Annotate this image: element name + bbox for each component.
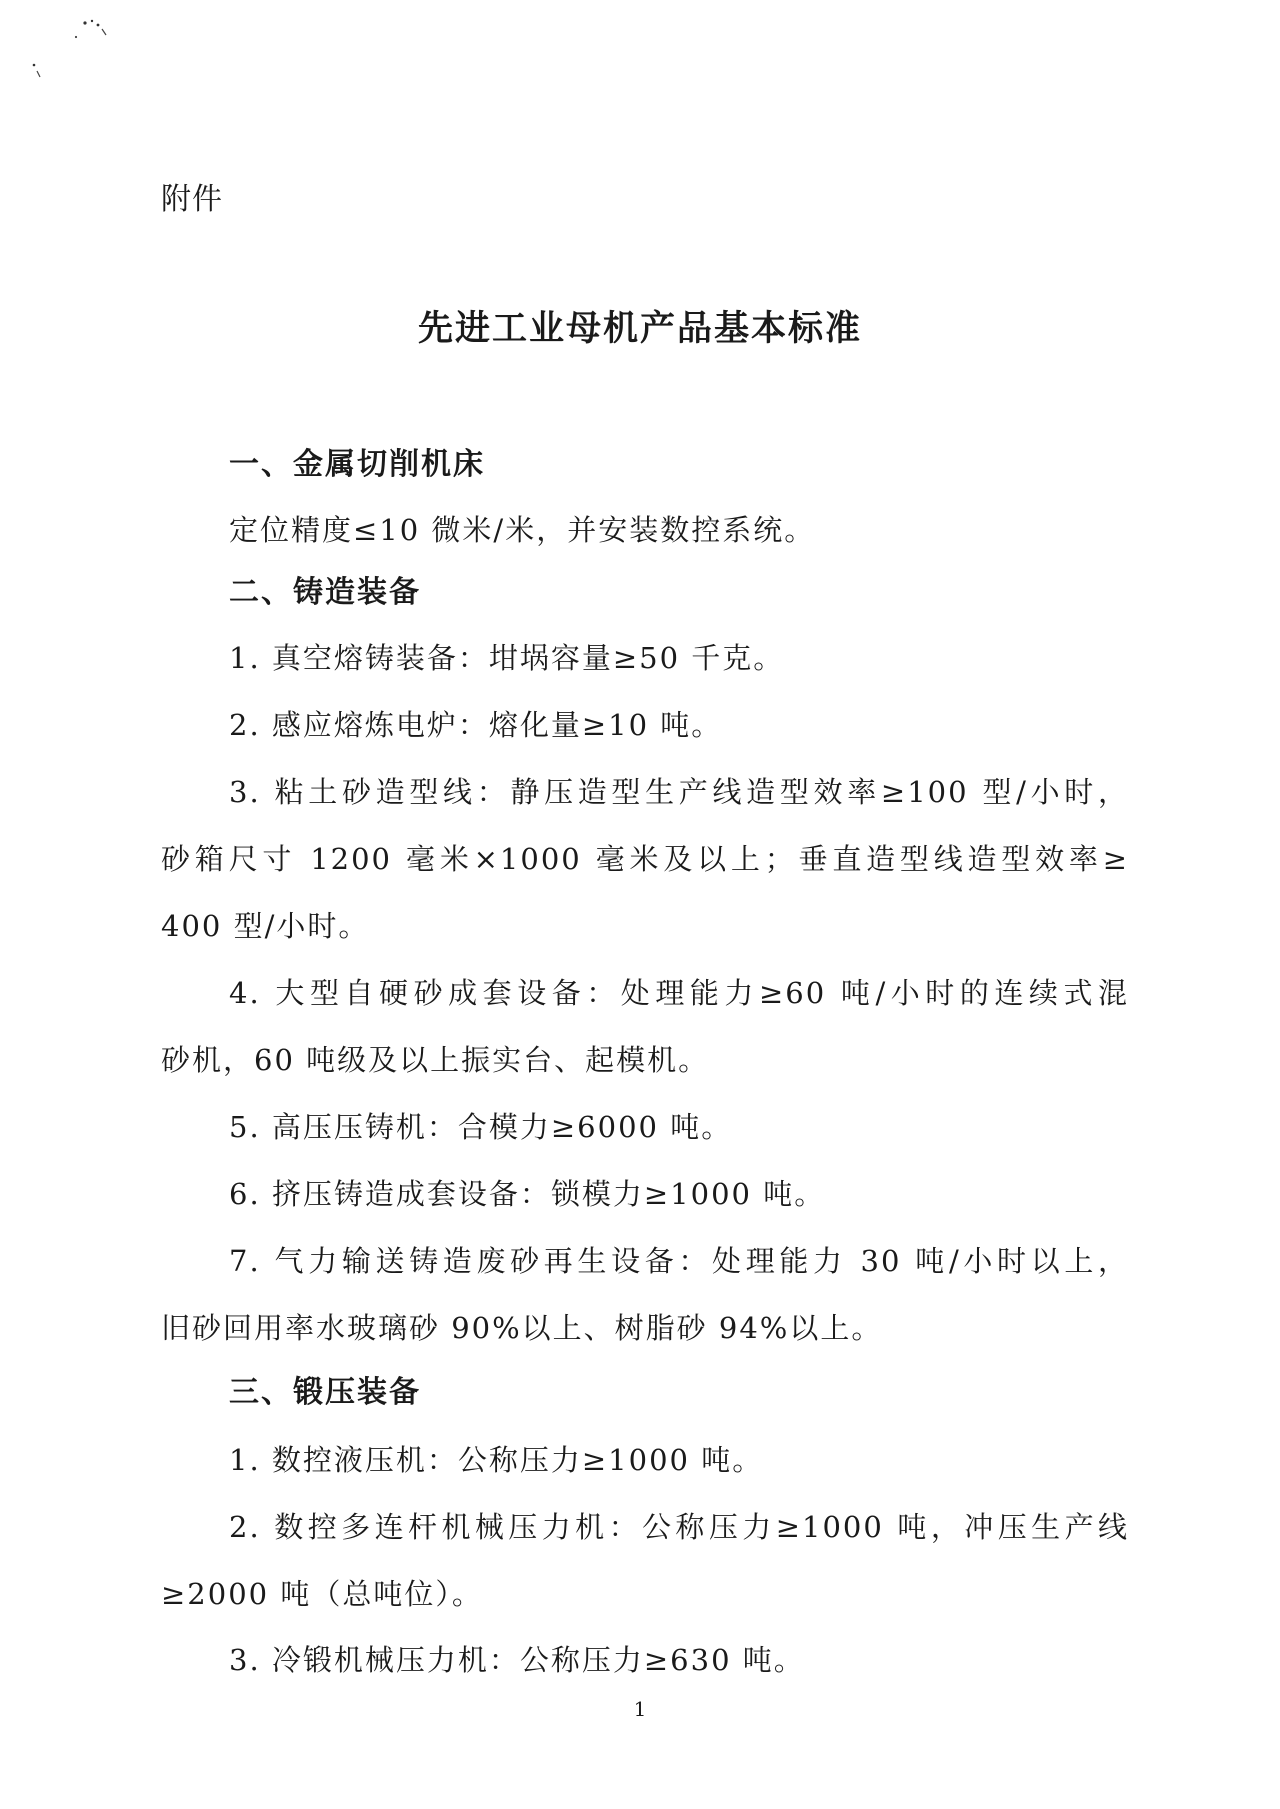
list-item-continuation: 400 型/小时。 bbox=[161, 909, 370, 943]
list-item-continuation: 砂机，60 吨级及以上振实台、起模机。 bbox=[161, 1043, 710, 1077]
list-item: 2. 数控多连杆机械压力机：公称压力≥1000 吨，冲压生产线 bbox=[229, 1510, 1129, 1544]
page-number: 1 bbox=[633, 1697, 647, 1721]
list-item: 2. 感应熔炼电炉：熔化量≥10 吨。 bbox=[229, 708, 723, 742]
section-heading-casting: 二、铸造装备 bbox=[229, 575, 421, 610]
list-item: 3. 粘土砂造型线：静压造型生产线造型效率≥100 型/小时， bbox=[229, 775, 1129, 809]
section-heading-metal-cutting: 一、金属切削机床 bbox=[229, 447, 485, 482]
list-item: 3. 冷锻机械压力机：公称压力≥630 吨。 bbox=[229, 1643, 805, 1677]
list-item: 6. 挤压铸造成套设备：锁模力≥1000 吨。 bbox=[229, 1177, 826, 1211]
section-heading-forging: 三、锻压装备 bbox=[229, 1375, 421, 1410]
list-item: 1. 数控液压机：公称压力≥1000 吨。 bbox=[229, 1443, 764, 1477]
list-item-continuation: ≥2000 吨（总吨位）。 bbox=[161, 1577, 483, 1611]
paragraph-line: 定位精度≤10 微米/米，并安装数控系统。 bbox=[229, 513, 816, 547]
list-item-continuation: 砂箱尺寸 1200 毫米×1000 毫米及以上；垂直造型线造型效率≥ bbox=[161, 842, 1129, 876]
list-item: 4. 大型自硬砂成套设备：处理能力≥60 吨/小时的连续式混 bbox=[229, 976, 1129, 1010]
document-title: 先进工业母机产品基本标准 bbox=[417, 309, 862, 349]
scan-speck-marks bbox=[30, 15, 120, 95]
list-item: 7. 气力输送铸造废砂再生设备：处理能力 30 吨/小时以上， bbox=[229, 1244, 1129, 1278]
attachment-label: 附件 bbox=[161, 182, 223, 217]
list-item: 5. 高压压铸机：合模力≥6000 吨。 bbox=[229, 1110, 733, 1144]
list-item-continuation: 旧砂回用率水玻璃砂 90%以上、树脂砂 94%以上。 bbox=[161, 1311, 883, 1345]
list-item: 1. 真空熔铸装备：坩埚容量≥50 千克。 bbox=[229, 641, 785, 675]
